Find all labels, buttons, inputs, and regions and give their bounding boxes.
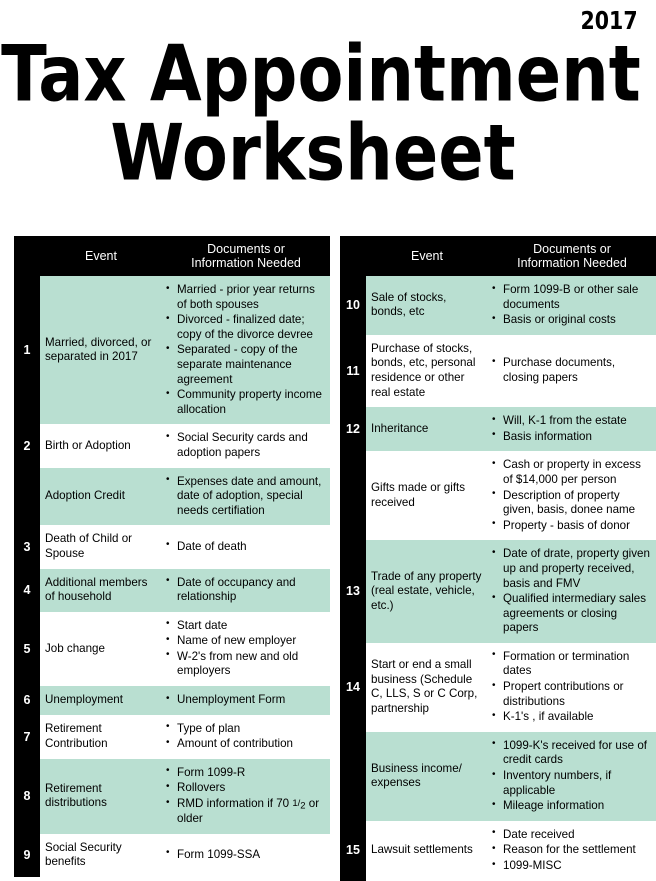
row-number: 15 [340,821,366,881]
event-cell: Lawsuit settlements [371,843,473,857]
column-header-documents-line-1: Documents or [533,241,611,256]
document-item: • Date received [503,828,650,843]
document-item: • 1099-K's received for use of credit cards [503,739,650,768]
documents-cell [163,612,330,686]
document-item: • Form 1099-R [177,766,324,781]
document-list [489,650,650,725]
row-content [40,612,330,686]
documents-cell [163,424,330,467]
row-number: 8 [14,759,40,834]
row-number [340,451,366,540]
event-cell: Trade of any property (real estate, vehicle, etc.) [371,569,482,612]
row-number: 10 [340,276,366,335]
table-row [340,451,656,540]
documents-cell [163,834,330,877]
table-row [14,834,330,877]
document-item: • Date of drate, property given up and property received, basis and FMV [503,547,650,591]
masthead [0,0,656,232]
row-number: 14 [340,643,366,732]
event-cell: Birth or Adoption [45,438,131,452]
row-number: 4 [14,569,40,612]
documents-cell [489,540,656,643]
document-item: • Will, K-1 from the estate [503,414,650,429]
document-item: • Basis information [503,430,650,445]
event-cell: Adoption Credit [45,489,125,503]
row-content [366,276,656,335]
table-row [340,335,656,407]
event-cell: Start or end a small business (Schedule C, LLS, S or C Corp, partnership [371,658,478,715]
column-header-documents [488,242,656,271]
worksheet-table [14,236,656,872]
document-list [163,576,324,605]
row-content [366,643,656,732]
documents-cell [163,569,330,612]
event-cell: Unemployment [45,693,123,707]
document-list [489,414,650,444]
documents-cell [489,732,656,821]
row-number: 9 [14,834,40,877]
table-row [14,686,330,715]
table-row [14,468,330,526]
documents-cell [163,525,330,568]
document-list [163,619,324,679]
document-item: • RMD information if 70 1/2 or older [177,797,324,827]
table-row [340,643,656,732]
table-row [340,540,656,643]
year-badge: 2017 [580,6,638,35]
document-item: • Basis or original costs [503,313,650,328]
document-list [489,828,650,874]
document-list [163,693,324,708]
event-cell: Sale of stocks, bonds, etc [371,290,447,319]
row-content [40,424,330,467]
document-list [163,540,324,555]
row-content [366,451,656,540]
document-list [489,547,650,636]
document-list [163,431,324,460]
page-title-line-2: Worksheet [110,109,516,199]
document-item: • Formation or termination dates [503,650,650,679]
table-header-row [14,236,330,276]
document-item: • Reason for the settlement [503,843,650,858]
worksheet-panel [340,236,656,872]
documents-cell [163,759,330,834]
column-header-documents-line-2: Information Needed [191,256,301,270]
document-item: • Inventory numbers, if applicable [503,769,650,798]
table-row [14,569,330,612]
document-item: • Social Security cards and adoption papers [177,431,324,460]
column-header-documents-line-1: Documents or [207,241,285,256]
document-item: • Property - basis of donor [503,519,650,534]
row-number: 1 [14,276,40,424]
document-list [489,458,650,533]
event-cell: Retirement Contribution [45,722,108,750]
document-item: • Married - prior year returns of both spouses [177,283,324,312]
document-list [163,722,324,752]
table-row [340,732,656,821]
document-item: • Type of plan [177,722,324,737]
event-cell: Job change [45,641,105,655]
row-number: 2 [14,424,40,467]
document-list [489,283,650,328]
row-number: 7 [14,715,40,759]
document-item: • Expenses date and amount, date of adoption, special needs certifiation [177,475,324,519]
row-content [366,540,656,643]
row-content [40,834,330,877]
document-item: • Name of new employer [177,634,324,649]
document-item: • Propert contributions or distributions [503,680,650,709]
document-item: • W-2's from new and old employers [177,650,324,679]
document-item: • Description of property given, basis, donee name [503,489,650,518]
row-content [40,686,330,715]
row-content [40,468,330,526]
documents-cell [489,451,656,540]
table-row [14,715,330,759]
table-body [340,276,656,881]
row-content [366,732,656,821]
document-list [489,739,650,814]
page-title-line-1: Tax Appointment [1,29,641,120]
page-title [0,29,656,199]
row-content [40,569,330,612]
row-content [40,525,330,568]
document-item: • Separated - copy of the separate maintenance agreement [177,343,324,387]
documents-cell [489,821,656,881]
column-header-documents-line-2: Information Needed [517,256,627,270]
documents-cell [489,335,656,407]
column-header-documents [162,242,330,271]
document-list [489,356,650,385]
row-number: 5 [14,612,40,686]
document-item: • Cash or property in excess of $14,000 per person [503,458,650,487]
row-number [14,468,40,526]
table-body [14,276,330,877]
table-row [14,525,330,568]
document-item: • 1099-MISC [503,859,650,874]
row-content [366,335,656,407]
event-cell: Married, divorced, or separated in 2017 [45,335,152,364]
documents-cell [163,468,330,526]
table-row [14,424,330,467]
document-item: • Divorced - finalized date; copy of the divorce devree [177,313,324,342]
documents-cell [489,643,656,732]
document-list [163,475,324,519]
event-cell: Retirement distributions [45,781,107,810]
row-content [366,407,656,451]
document-item: • Qualified intermediary sales agreements or closing papers [503,592,650,636]
row-number: 13 [340,540,366,643]
event-cell: Additional members of household [45,575,148,604]
event-cell: Business income/ expenses [371,761,462,790]
table-row [14,759,330,834]
row-number [340,732,366,821]
row-content [366,821,656,881]
table-row [340,821,656,881]
table-row [14,276,330,424]
document-item: • Rollovers [177,781,324,796]
document-item: • Form 1099-B or other sale documents [503,283,650,312]
document-item: • Form 1099-SSA [177,848,324,863]
document-item: • K-1's , if available [503,710,650,725]
table-header-row [340,236,656,276]
worksheet-panel [14,236,330,869]
row-number: 3 [14,525,40,568]
documents-cell [489,407,656,451]
table-row [340,276,656,335]
table-row [14,612,330,686]
document-item: • Unemployment Form [177,693,324,708]
row-content [40,759,330,834]
document-item: • Amount of contribution [177,737,324,752]
row-number: 6 [14,686,40,715]
column-header-event: Event [411,248,443,263]
event-cell: Gifts made or gifts received [371,481,466,509]
document-item: • Community property income allocation [177,388,324,417]
row-content [40,276,330,424]
document-list [163,766,324,827]
documents-cell [163,276,330,424]
document-list [163,283,324,417]
document-item: • Mileage information [503,799,650,814]
document-list [163,848,324,863]
documents-cell [163,715,330,759]
documents-cell [163,686,330,715]
document-item: • Date of occupancy and relationship [177,576,324,605]
event-cell: Death of Child or Spouse [45,532,132,560]
event-cell: Purchase of stocks, bonds, etc, personal residence or other real estate [371,341,476,399]
row-number: 12 [340,407,366,451]
event-cell: Inheritance [371,421,429,435]
event-cell: Social Security benefits [45,840,122,869]
document-item: • Start date [177,619,324,634]
documents-cell [489,276,656,335]
row-number: 11 [340,335,366,407]
row-content [40,715,330,759]
document-item: • Purchase documents, closing papers [503,356,650,385]
column-header-event: Event [85,248,117,263]
table-row [340,407,656,451]
document-item: • Date of death [177,540,324,555]
